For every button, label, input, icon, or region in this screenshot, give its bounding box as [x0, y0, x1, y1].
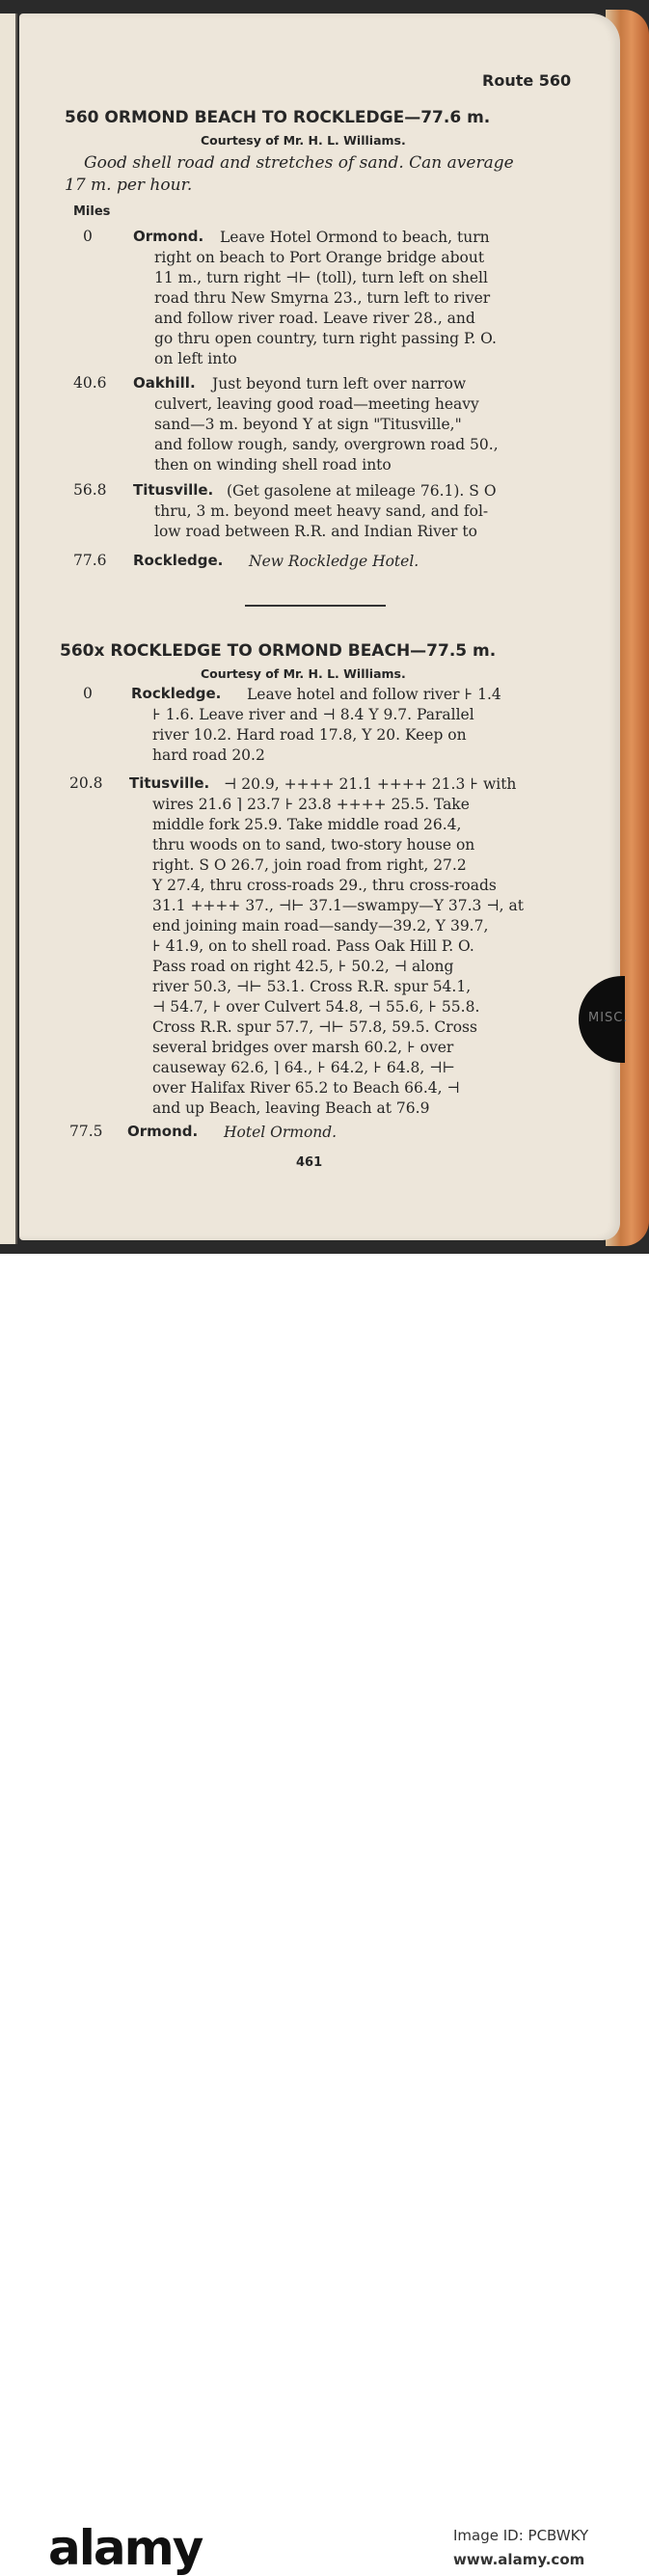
entry-place: Rockledge. — [133, 552, 224, 569]
watermark-url: www.alamy.com — [453, 2551, 585, 2568]
entry-line: Leave hotel and follow river ⊦ 1.4 — [247, 686, 501, 703]
entry-line: New Rockledge Hotel. — [249, 553, 419, 570]
entry-line: river 10.2. Hard road 17.8, Y 20. Keep on — [152, 726, 467, 744]
entry-place: Titusville. — [133, 481, 214, 499]
route-560x-title: 560x ROCKLEDGE TO ORMOND BEACH—77.5 m. — [60, 641, 497, 661]
book-page — [19, 14, 620, 1240]
entry-line: over Halifax River 65.2 to Beach 66.4, ⊣ — [152, 1079, 460, 1097]
entry-line: Leave Hotel Ormond to beach, turn — [220, 229, 490, 246]
running-head: Route 560 — [482, 71, 572, 90]
entry-miles: 56.8 — [73, 481, 107, 499]
entry-line: causeway 62.6, ⌉ 64., ⊦ 64.2, ⊦ 64.8, ⊣⊢ — [152, 1059, 455, 1076]
entry-line: right on beach to Port Orange bridge about — [154, 249, 485, 266]
tab-label: MISC. — [588, 1011, 629, 1025]
entry-line: and follow river road. Leave river 28., and — [154, 310, 475, 327]
entry-line: ⊣ 20.9, ++++ 21.1 ++++ 21.3 ⊦ with — [224, 775, 517, 793]
entry-place: Titusville. — [129, 774, 210, 792]
image-code: Image ID: PCBWKY — [453, 2527, 589, 2544]
previous-page-edge — [0, 14, 17, 1244]
section-divider — [245, 605, 386, 607]
entry-line: and follow rough, sandy, overgrown road 50., — [154, 436, 499, 453]
alamy-logo: alamy — [48, 2520, 203, 2576]
entry-line: end joining main road—sandy—39.2, Y 39.7, — [152, 917, 489, 935]
entry-line: Y 27.4, thru cross-roads 29., thru cross-roads — [152, 877, 497, 894]
entry-miles: 40.6 — [73, 374, 107, 392]
entry-line: middle fork 25.9. Take middle road 26.4, — [152, 816, 462, 833]
entry-first-line — [249, 552, 419, 572]
entry-line: Cross R.R. spur 57.7, ⊣⊢ 57.8, 59.5. Cross — [152, 1018, 477, 1036]
entry-place: Ormond. — [127, 1123, 199, 1140]
entry-line: ⊦ 1.6. Leave river and ⊣ 8.4 Y 9.7. Parallel — [152, 706, 474, 723]
entry-line: (Get gasolene at mileage 76.1). S O — [227, 482, 497, 500]
entry-line: low road between R.R. and Indian River to — [154, 523, 477, 540]
entry-body — [154, 394, 499, 475]
entry-body — [154, 248, 497, 369]
entry-body — [154, 502, 488, 542]
entry-first-line — [224, 1123, 337, 1143]
entry-first-line — [247, 685, 501, 705]
entry-first-line — [227, 481, 497, 502]
entry-miles: 0 — [83, 685, 93, 702]
entry-line: ⊦ 41.9, on to shell road. Pass Oak Hill P. O. — [152, 937, 474, 955]
entry-line: Hotel Ormond. — [224, 1124, 338, 1141]
entry-line: and up Beach, leaving Beach at 76.9 — [152, 1099, 430, 1117]
entry-first-line — [224, 774, 516, 795]
entry-line: right. S O 26.7, join road from right, 27.2 — [152, 856, 467, 874]
entry-miles: 0 — [83, 228, 93, 245]
route-560-courtesy: Courtesy of Mr. H. L. Williams. — [201, 133, 406, 148]
watermark-footer — [0, 1254, 649, 2576]
entry-line: culvert, leaving good road—meeting heavy — [154, 395, 479, 413]
entry-line: wires 21.6 ⌉ 23.7 ⊦ 23.8 ++++ 25.5. Take — [152, 796, 470, 813]
entry-miles: 77.5 — [69, 1123, 103, 1140]
route-560x-courtesy: Courtesy of Mr. H. L. Williams. — [201, 666, 406, 681]
entry-line: river 50.3, ⊣⊢ 53.1. Cross R.R. spur 54.1, — [152, 978, 472, 995]
entry-line: 11 m., turn right ⊣⊢ (toll), turn left on shell — [154, 269, 488, 286]
miles-column-label: Miles — [73, 204, 111, 219]
route-560-summary-line-2: 17 m. per hour. — [65, 176, 193, 195]
route-560-summary-line-1: Good shell road and stretches of sand. Can average — [84, 153, 514, 173]
entry-line: Pass road on right 42.5, ⊦ 50.2, ⊣ along — [152, 958, 454, 975]
entry-line: then on winding shell road into — [154, 456, 392, 474]
entry-line: ⊣ 54.7, ⊦ over Culvert 54.8, ⊣ 55.6, ⊦ 55.8. — [152, 998, 480, 1016]
entry-line: hard road 20.2 — [152, 746, 265, 764]
entry-line: sand—3 m. beyond Y at sign "Titusville," — [154, 416, 462, 433]
entry-line: thru woods on to sand, two-story house on — [152, 836, 475, 854]
entry-line: go thru open country, turn right passing P. O. — [154, 330, 497, 347]
page-number: 461 — [296, 1155, 323, 1170]
entry-line: Just beyond turn left over narrow — [212, 375, 467, 393]
entry-line: on left into — [154, 350, 237, 367]
entry-place: Oakhill. — [133, 374, 196, 392]
entry-body — [152, 705, 474, 766]
route-560-title: 560 ORMOND BEACH TO ROCKLEDGE—77.6 m. — [65, 108, 491, 127]
entry-body — [152, 795, 524, 1119]
entry-line: thru, 3 m. beyond meet heavy sand, and fol- — [154, 502, 489, 520]
entry-line: 31.1 ++++ 37., ⊣⊢ 37.1—swampy—Y 37.3 ⊣, at — [152, 897, 525, 914]
entry-line: road thru New Smyrna 23., turn left to river — [154, 289, 491, 307]
entry-first-line — [212, 374, 466, 394]
book-photo — [0, 0, 649, 1254]
entry-place: Rockledge. — [131, 685, 222, 702]
entry-miles: 77.6 — [73, 552, 107, 569]
entry-first-line — [220, 228, 490, 248]
entry-line: several bridges over marsh 60.2, ⊦ over — [152, 1039, 454, 1056]
entry-miles: 20.8 — [69, 774, 103, 792]
entry-place: Ormond. — [133, 228, 204, 245]
